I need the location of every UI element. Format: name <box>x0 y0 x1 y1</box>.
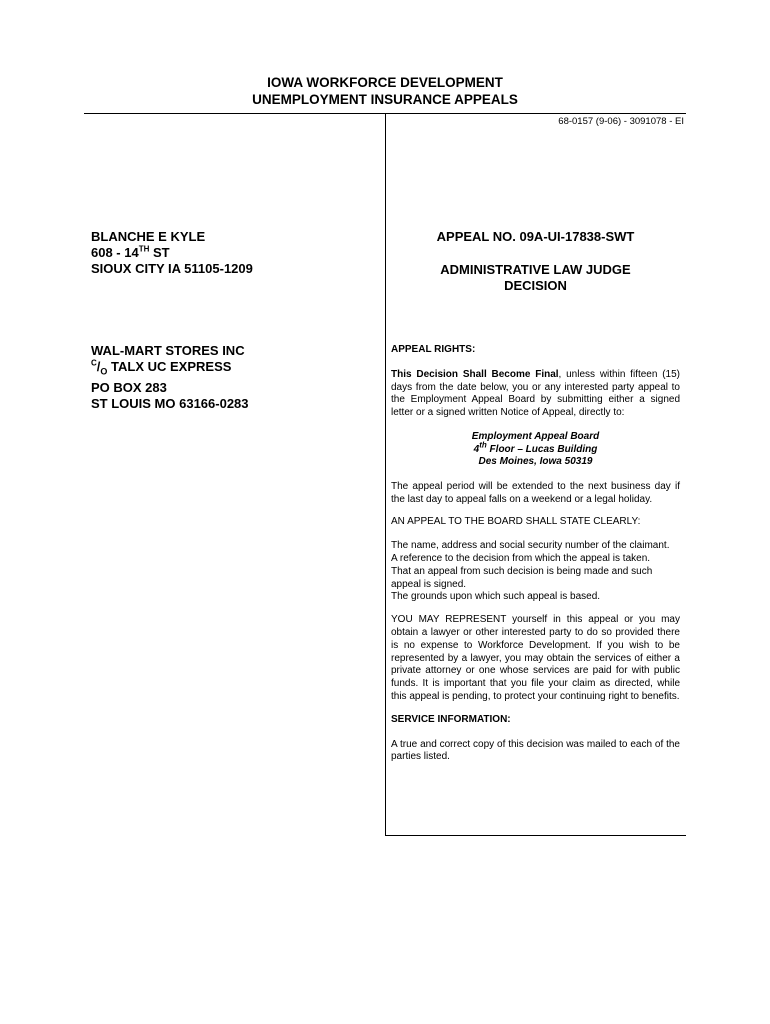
list-item: That an appeal from such decision is being made and such appeal is signed. <box>391 565 653 590</box>
appeal-rights-heading: APPEAL RIGHTS: <box>391 344 476 355</box>
list-item: The grounds upon which such appeal is based. <box>391 591 601 603</box>
decision-title: ADMINISTRATIVE LAW JUDGE DECISION <box>440 262 631 293</box>
form-code: 68-0157 (9-06) - 3091078 - EI <box>558 116 684 127</box>
list-item: The name, address and social security number of the claimant. <box>391 540 670 552</box>
appeal-number: APPEAL NO. 09A-UI-17838-SWT <box>436 229 635 244</box>
employer-name: WAL-MART STORES INC <box>91 343 245 358</box>
rights-lead-paragraph: This Decision Shall Become Final, unless within fifteen (15) days from the date below, you or any interested party appeal to the Employment Appeal Board by submitting either a signed letter or a signed written Notice of Appeal, directly to: <box>391 368 680 419</box>
claimant-address <box>91 229 253 277</box>
board-address: Employment Appeal Board 4th Floor – Lucas Building Des Moines, Iowa 50319 <box>471 430 600 468</box>
agency-name: IOWA WORKFORCE DEVELOPMENT <box>267 75 503 90</box>
service-paragraph: A true and correct copy of this decision was mailed to each of the parties listed. <box>391 738 680 763</box>
service-information-heading: SERVICE INFORMATION: <box>391 713 511 725</box>
extension-paragraph: The appeal period will be extended to the next business day if the last day to appeal falls on a weekend or a legal holiday. <box>391 480 680 505</box>
agency-header <box>84 74 686 108</box>
bottom-divider <box>385 835 686 836</box>
employer-city: ST LOUIS MO 63166-0283 <box>91 395 249 411</box>
representation-paragraph: YOU MAY REPRESENT yourself in this appeal or you may obtain a lawyer or other interested party to do so provided there is no expense to Workforce Development. If you wish to be represented by a lawyer, you may obtain the services of either a private attorney or one whose services are paid for with public funds. It is important that you file your claim as directed, while this appeal is pending, to protect your continuing right to benefits. <box>391 614 680 702</box>
column-divider <box>385 113 386 835</box>
employer-address <box>91 343 249 412</box>
claimant-street: 608 - 14TH ST <box>91 244 170 260</box>
employer-care-of: $^C/_O$ TALX UC EXPRESS <box>91 358 232 377</box>
claimant-city: SIOUX CITY IA 51105-1209 <box>91 261 253 276</box>
claimant-name: BLANCHE E KYLE <box>91 229 206 244</box>
requirements-list <box>391 540 680 604</box>
agency-division: UNEMPLOYMENT INSURANCE APPEALS <box>252 92 518 107</box>
list-item: A reference to the decision from which the appeal is taken. <box>391 552 651 564</box>
state-clearly-heading: AN APPEAL TO THE BOARD SHALL STATE CLEARLY: <box>391 516 641 528</box>
appeal-rights <box>391 344 680 764</box>
employer-po-box: PO BOX 283 <box>91 379 167 395</box>
